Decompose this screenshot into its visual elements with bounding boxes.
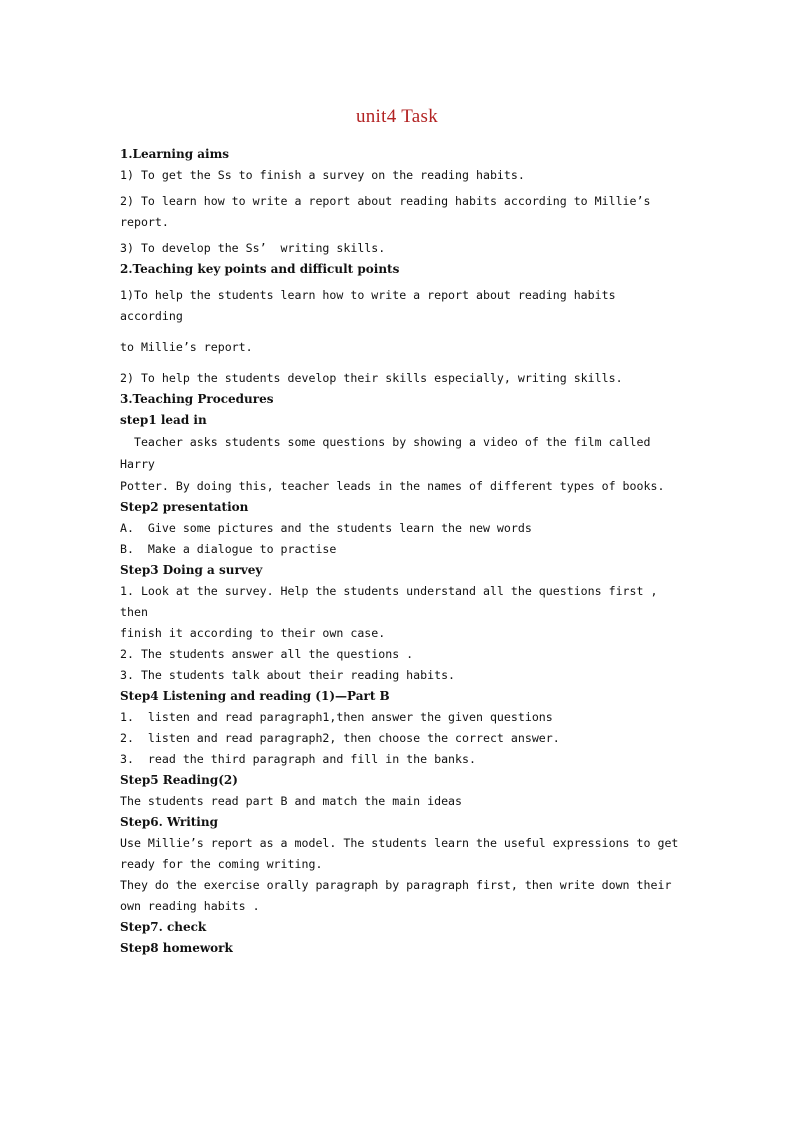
step3-heading: Step3 Doing a survey [120,563,263,577]
aim-item: 1) To get the Ss to finish a survey on the reading habits. [120,168,525,182]
step6-line: own reading habits . [120,899,260,913]
step1-line: Potter. By doing this, teacher leads in the names of different types of books. [120,479,665,493]
step5-line: The students read part B and match the main ideas [120,794,463,808]
step5-heading: Step5 Reading(2) [120,773,238,787]
step3-line: 2. The students answer all the questions . [120,647,414,661]
section-heading-procedures: 3.Teaching Procedures [120,392,274,406]
step2-line: B. Make a dialogue to practise [120,542,337,556]
key-point-item: 1)To help the students learn how to write a report about reading habits according [120,288,623,323]
step2-heading: Step2 presentation [120,500,249,514]
section-heading-learning-aims: 1.Learning aims [120,147,230,161]
step2-line: A. Give some pictures and the students learn the new words [120,521,532,535]
step3-line: 1. Look at the survey. Help the students understand all the questions first , then [120,584,665,619]
aim-item: 3) To develop the Ss’ writing skills. [120,241,386,255]
step4-heading: Step4 Listening and reading (1)—Part B [120,689,390,703]
step3-line: 3. The students talk about their reading habits. [120,668,456,682]
document-body [120,144,680,959]
step6-heading: Step6. Writing [120,815,218,829]
step4-line: 3. read the third paragraph and fill in the banks. [120,752,476,766]
step4-line: 1. listen and read paragraph1,then answer the given questions [120,710,553,724]
step8-heading: Step8 homework [120,941,233,955]
key-point-item: to Millie’s report. [120,340,253,354]
document-title: unit4 Task [355,106,439,127]
aim-item: 2) To learn how to write a report about reading habits according to Millie’s report. [120,194,658,229]
key-point-item: 2) To help the students develop their skills especially, writing skills. [120,371,623,385]
step6-line: Use Millie’s report as a model. The students learn the useful expressions to get [120,836,679,850]
step6-line: ready for the coming writing. [120,857,323,871]
step1-heading: step1 lead in [120,413,207,427]
step7-heading: Step7. check [120,920,207,934]
step3-line: finish it according to their own case. [120,626,386,640]
step1-line: Teacher asks students some questions by showing a video of the film called Harry [120,435,658,471]
step4-line: 2. listen and read paragraph2, then choose the correct answer. [120,731,560,745]
step6-line: They do the exercise orally paragraph by paragraph first, then write down their [120,878,672,892]
section-heading-key-points: 2.Teaching key points and difficult points [120,262,400,276]
